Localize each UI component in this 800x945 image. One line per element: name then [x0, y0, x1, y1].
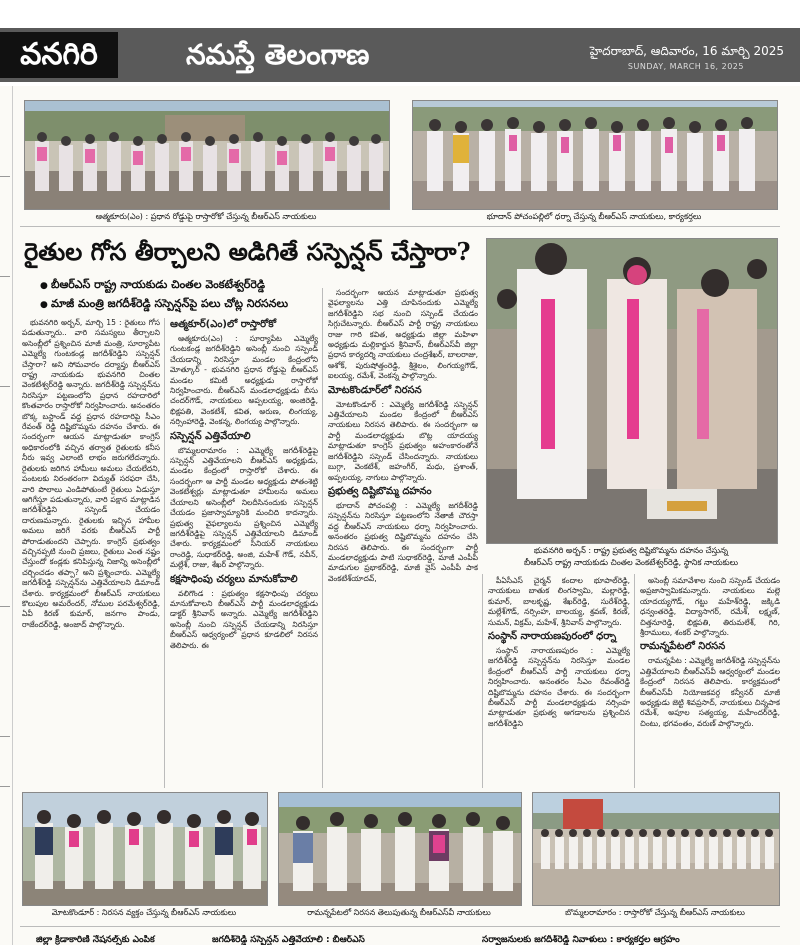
article-column-4 [488, 576, 630, 788]
photo-ramannapet-protest [278, 792, 522, 906]
caption-bottom-mid: రామన్నపేటలో నిరసన తెలుపుతున్న బీఆర్ఎస్‌వీ నాయకులు [307, 908, 491, 917]
section-heading: మోటకొండూర్‌లో నిరసన [328, 384, 422, 396]
section-heading: సంస్థాన్ నారాయణపురంలో ధర్నా [488, 631, 617, 643]
section-heading: సస్పెన్షన్ ఎత్తివేయాలి [170, 430, 251, 442]
bullet-point: ● బీఆర్ఎస్ రాష్ట్ర నాయకుడు చింతల వెంకటేశ్వర్‌రెడ్డి [40, 276, 480, 295]
column-divider [164, 318, 165, 788]
date-telugu: హైదరాబాద్, ఆదివారం, 16 మార్చి 2025 [589, 44, 784, 58]
section-heading: కక్షసాధింపు చర్యలు మానుకోవాలి [170, 573, 298, 585]
caption-center-line2: బీఆర్ఎస్ రాష్ట్ర నాయకుడు చింతల వెంకటేశ్వర్‌రెడ్డి, స్థానిక నాయకులు [523, 558, 739, 567]
article-body-text: భూదాన్ పోచంపల్లి : ఎమ్మెల్యే జగదీశ్‌రెడ్డి సస్పెన్షన్‌ను నిరసిస్తూ పట్టణంలోని నేతాజీ చౌరస్తా వద్ద బీఆర్ఎస్ నాయకులు ధర్నా నిర్వహించారు. అనంతరం ప్రభుత్వ దిష్టిబొమ్మను దహనం చేసి నిరసన తెలిపారు. ఈ సందర్భంగా పార్టీ మండలాధ్యక్షుడు పాటి సుధాకర్‌రెడ్డి, మాజీ ఎంపీపీ మాడుగుల ప్రభాకర్‌రెడ్డి, మాజీ వైస్ ఎంపీపీ పాక వెంకటేశ్‌యాదవ్, [328, 500, 478, 583]
bullet-point: ● మాజీ మంత్రి జగదీశ్‌రెడ్డి సస్పెన్షన్‌పై పలు చోట్ల నిరసనలు [40, 295, 480, 314]
district-name: వనగిరి [0, 32, 118, 78]
article-column-1 [22, 318, 160, 788]
photo-dharna-image [413, 101, 777, 209]
caption-bottom-right: బొమ్మలరామారం : రాస్తారోకో చేస్తున్న బీఆర్ఎస్ నాయకులు [565, 908, 745, 917]
article-body-text: ఆత్మకూరు(ఎం) : సూర్యాపేట ఎమ్మెల్యే గుంటకండ్ల జగదీశ్‌రెడ్డిని అసెంబ్లీ నుంచి సస్పెండ్ చేయడాన్ని నిరసిస్తూ మండల కేంద్రంలోని మోత్కూర్ - భువనగిరి ప్రధాన రోడ్డుపై బీఆర్ఎస్ మండల కమిటీ అధ్యక్షుడు రాస్తారోకో నిర్వహించారు. బీఆర్ఎస్ మండలాధ్యక్షుడు బీసు చందర్‌గౌడ్, నాయకులు అప్పలయ్య, అంజిరెడ్డి, భిక్షపతి, వెంకటేశ్, కవిత, అరుణ, లింగయ్య, నర్సింహారెడ్డి, వెంకన్న, లింగయ్య పాల్గొన్నారు. [170, 334, 318, 427]
section-heading: ప్రభుత్వ దిష్టిబొమ్మ దహనం [328, 485, 432, 497]
article-body-text: అసెంబ్లీ సమావేశాల నుంచి సస్పెండ్ చేయడం అప్రజాస్వామికమన్నారు. నాయకులు మల్లె యాదయ్యగౌడ్, గట్టు మహేశ్‌రెడ్డి, జక్కిడి ధన్వంతరెడ్డి, విద్యాసాగర్, రమేశ్, లక్ష్మణ్, చిత్తనూరెడ్డి, భిక్షపతి, తిరుమలేశ్, గిరి, శ్రీరాములు, శంకర్ పాల్గొన్నారు. [640, 576, 780, 638]
article-body-text: సందర్భంగా ఆయన మాట్లాడుతూ ప్రభుత్వ వైఫల్యాలను ఎత్తి చూపినందుకు ఎమ్మెల్యే జగదీశ్‌రెడ్డిని సభ నుంచి సస్పెండ్ చేయడం సిగ్గుచేటన్నారు. బీఆర్ఎస్ పార్టీ రాష్ట్ర నాయకులు రాజు గారి కవిత, అధ్యక్షుడు జిల్లా మహిళా అధ్యక్షుడు మల్లికార్జున శ్రీనివాస్, బీఆర్ఎస్‌వీ జిల్లా ప్రధాన కార్యదర్శి నాయకులు చంద్రశేఖర్, బాలరాజు, ఆశోక్, పురుషోత్తంరెడ్డి, శ్రీశైలం, లింగయ్యగౌడ్, ఐలయ్య, రమేశ్, వెంకన్న పాల్గొన్నారు. [328, 288, 478, 381]
photo-protest-image [279, 793, 521, 905]
article-body-text: సంస్థాన్ నారాయణపురం : ఎమ్మెల్యే జగదీశ్‌రెడ్డి సస్పెన్షన్‌ను నిరసిస్తూ మండల కేంద్రంలో బీఆర్ఎస్ పార్టీ నాయకులు ధర్నా నిర్వహించారు. అనంతరం సీఎం రేవంత్‌రెడ్డి దిష్టిబొమ్మను దహనం చేశారు. ఈ సందర్భంగా బీఆర్ఎస్ పార్టీ మండలాధ్యక్షుడు నర్సింహ మాట్లాడుతూ ప్రభుత్వ ఆగడాలను ప్రశ్నించిన జగదీశ్‌రెడ్డిని [488, 646, 630, 728]
photo-protest-crowd-image [25, 101, 389, 209]
photo-rastaroko-image [533, 793, 779, 905]
article-body-text: బొమ్మలరామారం : ఎమ్మెల్యే జగదీశ్‌రెడ్డిపై సస్పెన్షన్ ఎత్తివేయాలని బీఆర్ఎస్ అధ్యక్షుడు, మండల కేంద్రంలో రాస్తారోకో చేశారు. ఈ సందర్భంగా ఆ పార్టీ మండల అధ్యక్షుడు పోతంశెట్టి వెంకటేశ్వర్లు మాట్లాడుతూ హామీలను అమలు చేయాలని అసెంబ్లీలో నిలదీసినందుకు సస్పెన్షన్ చేయడం ప్రజాస్వామ్యానికి మంచిది కాదన్నారు. ప్రభుత్వ వైఫల్యాలను ప్రశ్నించిన ఎమ్మెల్యే జగదీశ్‌రెడ్డిపై సస్పెన్షన్ ఎత్తివేయాలని డిమాండ్ చేశారు. కార్యక్రమంలో సీనియర్ నాయకులు రాంరెడ్డి, సుధాకర్‌రెడ్డి, అంజి, మహేశ్ గౌడ్, నవీన్, మల్లేశ్, రాజు, శేఖర్ పాల్గొన్నారు. [170, 445, 318, 570]
caption-top-left: ఆత్మకూరు(ఎం) : ప్రధాన రోడ్డుపై రాస్తారోకో చేస్తున్న బీఆర్ఎస్ నాయకులు [95, 212, 317, 221]
article-body-text: రామన్నపేట : ఎమ్మెల్యే జగదీశ్‌రెడ్డి సస్పెన్షన్‌ను ఎత్తివేయాలని బీఆర్ఎస్‌వీ ఆధ్వర్యంలో మండల కేంద్రంలో నిరసన తెలిపారు. కార్యక్రమంలో బీఆర్ఎస్‌వీ నియోజకవర్గ కన్వీనర్ మాజీ అధ్యక్షుడు జెట్టి శివప్రసాద్, నాయకులు చిన్నపాక రమేశ్, అపూల సత్యయ్య, మహేందర్‌రెడ్డి, చింటు, భగవంతం, వరుణ్ పాల్గొన్నారు. [640, 656, 780, 728]
article-column-2 [170, 318, 318, 788]
article-body-text: వలిగొండ : ప్రభుత్వం కక్షసాధింపు చర్యలు మానుకోవాలని బీఆర్ఎస్ పార్టీ మండలాధ్యక్షుడు డాక్టర్ శ్రీనివాస్ అన్నారు. ఎమ్మెల్యే జగదీశ్‌రెడ్డిని అసెంబ్లీ నుంచి సస్పెన్షన్ చేయడాన్ని నిరసిస్తూ బీఆర్ఎస్ ఆధ్వర్యంలో ప్రధాన కూడలిలో నిరసన తెలిపారు. ఈ [170, 588, 318, 650]
article-body-text: భువనగిరి అర్బన్, మార్చి 15 : రైతులు గోస పడుతున్నారు.. వారి సమస్యలు తీర్చాలని అసెంబ్లీలో ప్రశ్నించిన మాజీ మంత్రి, సూర్యాపేట ఎమ్మెల్యే గుంటకండ్ల జగదీశ్‌రెడ్డిని సస్పెన్షన్ చేస్తారా? అని సోమవారం దర్యాప్తు బీఆర్ఎస్ రాష్ట్ర నాయకుడు భువనగిరి చింతల వెంకటేశ్వర్‌రెడ్డి అన్నారు. జగదీశ్‌రెడ్డి సస్పెన్షన్‌ను నిరసిస్తూ పట్టణంలోని ప్రధాన రహదారిలో కొంతవారం రాస్తారోకో నిర్వహించారు. అనంతరం బొక్క బస్టాండ్ వద్ద ప్రధాన రహదారిపై సీఎం రేవంత్ రెడ్డి దిష్టిబొమ్మను దహనం చేశారు. ఈ సందర్భంగా ఆయన మాట్లాడుతూ కాంగ్రెస్ అధికారంలోకి వచ్చిన తర్వాత రైతులకు కనీస నీరు ఇవ్వ ఎలాంటి లాభం జరుగలేదన్నారు. రైతులకు జరిగిన హామీలు అమలు చేయలేదని, పంటలకు నిరంతరంగా విద్యుత్ సరఫరా చేసి, వారి పొలాలు ఎండిపోతుంటే రైతులు ఏడుస్తూ ఆగిగేస్తూ పడుతున్నారు, వారి పక్షాన మాట్లాడిన జగదీశ్‌రెడ్డిని సస్పెండ్ చేయడం దారుణమన్నారు. రైతులకు ఇచ్చిన హామీల అమలు జరిగే వరకు బీఆర్ఎస్ పార్టీ పోరాడుతుందని చెప్పారు. కాంగ్రెస్ ప్రభుత్వం వచ్చినప్పటి నుంచి ప్రజలు, రైతులు ఎంత నష్టం చేస్తుందో కండ్లకు కనిపిస్తున్న నిజాన్ని అసెంబ్లీలో చర్చించడం తప్పా? అని ప్రశ్నించారు. ఎమ్మెల్యే జగదీశ్‌రెడ్డి సస్పెన్షన్‌ను ఎత్తివేయాలని డిమాండ్ చేశారు. కార్యక్రమంలో బీఆర్ఎస్ నాయకులు కొలుపుల అమరేందర్, నోముల పరమేశ్వర్‌రెడ్డి, ఏవీ కిరణ్ కుమార్, జనగాం పాండు, రాజేందర్‌రెడ్డి, అంజాద్ పాల్గొన్నారు. [22, 318, 160, 629]
caption-bottom-left: మోటకొండూర్ : నిరసన వ్యక్తం చేస్తున్న బీఆర్ఎస్ నాయకులు [51, 908, 237, 917]
photo-atmakur-rastaroko [24, 100, 390, 210]
next-article-headline: జిల్లా క్రీడాకారిణి నేషనల్స్‌కు ఎంపిక [36, 935, 155, 945]
article-body-text: పీఏసీఎస్ చైర్మన్ కందాల భూపాల్‌రెడ్డి, నాయకులు బాతుక లింగస్వామి, మల్లారెడ్డి, కుమార్, బాలకృష్ణ, శేఖర్‌రెడ్డి, సురేశ్‌రెడ్డి, మల్లేశ్‌గౌడ్, నర్సింహ, బాలయ్య, శ్రవణ్, కిరణ్, సుమన్, విక్రమ్, మహేశ్, శ్రీనివాస్ పాల్గొన్నారు. [488, 576, 630, 627]
section-heading: ఆత్మకూర్(ఎం)లో రాస్తారోకో [170, 319, 277, 330]
newspaper-title: నమస్తే తెలంగాణ [186, 38, 370, 71]
article-column-5 [640, 576, 780, 788]
divider [20, 226, 780, 227]
column-divider [634, 574, 635, 788]
section-heading: రామన్నపేటలో నిరసన [640, 641, 726, 653]
column-divider [482, 574, 483, 788]
photo-motakondur-protest [22, 792, 268, 906]
next-articles-strip [12, 935, 800, 945]
photo-bommalaramaram-rastaroko [532, 792, 780, 906]
masthead [0, 0, 800, 86]
caption-center-line1: భువనగిరి అర్బన్ : రాష్ట్ర ప్రభుత్వ దిష్టిబొమ్మను దహనం చేస్తున్న [533, 546, 729, 555]
photo-pochampally-dharna [412, 100, 778, 210]
article-body-text: మోటకొండూర్ : ఎమ్మెల్యే జగదీశ్‌రెడ్డి సస్పెన్షన్ ఎత్తివేయాలని మండల కేంద్రంలో బీఆర్ఎస్ నాయకులు నిరసన తెలిపారు. ఈ సందర్భంగా ఆ పార్టీ మండలాధ్యక్షుడు బొట్ల యాదయ్య మాట్లాడుతూ కాంగ్రెస్ ప్రభుత్వం అహంకారంతోనే జగదీశ్‌రెడ్డిని సస్పెండ్ చేసిందన్నారు. నాయకులు బుగ్గా, వెంకటేశ్, జహంగీర్, మధు, ప్రశాంత్, అప్పలయ్య, నాగులు పాల్గొన్నారు. [328, 399, 478, 482]
photo-protest-image [23, 793, 267, 905]
date-english: SUNDAY, MARCH 16, 2025 [627, 62, 744, 71]
article-headline: రైతుల గోస తీర్చాలని అడిగితే సస్పెన్షన్ చేస్తారా? [24, 237, 471, 266]
column-divider [322, 288, 323, 788]
next-article-headline: సర్వాజనులకు జగదీశ్‌రెడ్డి నివాళులు : కార్యకర్తల ఆగ్రహం [482, 935, 680, 945]
photo-effigy-burning-image [487, 239, 777, 543]
article-column-3 [328, 288, 478, 788]
next-article-headline: జగదీశ్‌రెడ్డి సస్పెన్షన్ ఎత్తివేయాలి : బీఆర్ఎస్ [212, 935, 365, 945]
divider [20, 926, 780, 927]
caption-top-right: భూదాన్ పోచంపల్లిలో ధర్నా చేస్తున్న బీఆర్ఎస్ నాయకులు, కార్యకర్తలు [486, 212, 702, 221]
left-page-edge [0, 86, 13, 945]
photo-bhuvanagiri-effigy [486, 238, 778, 544]
